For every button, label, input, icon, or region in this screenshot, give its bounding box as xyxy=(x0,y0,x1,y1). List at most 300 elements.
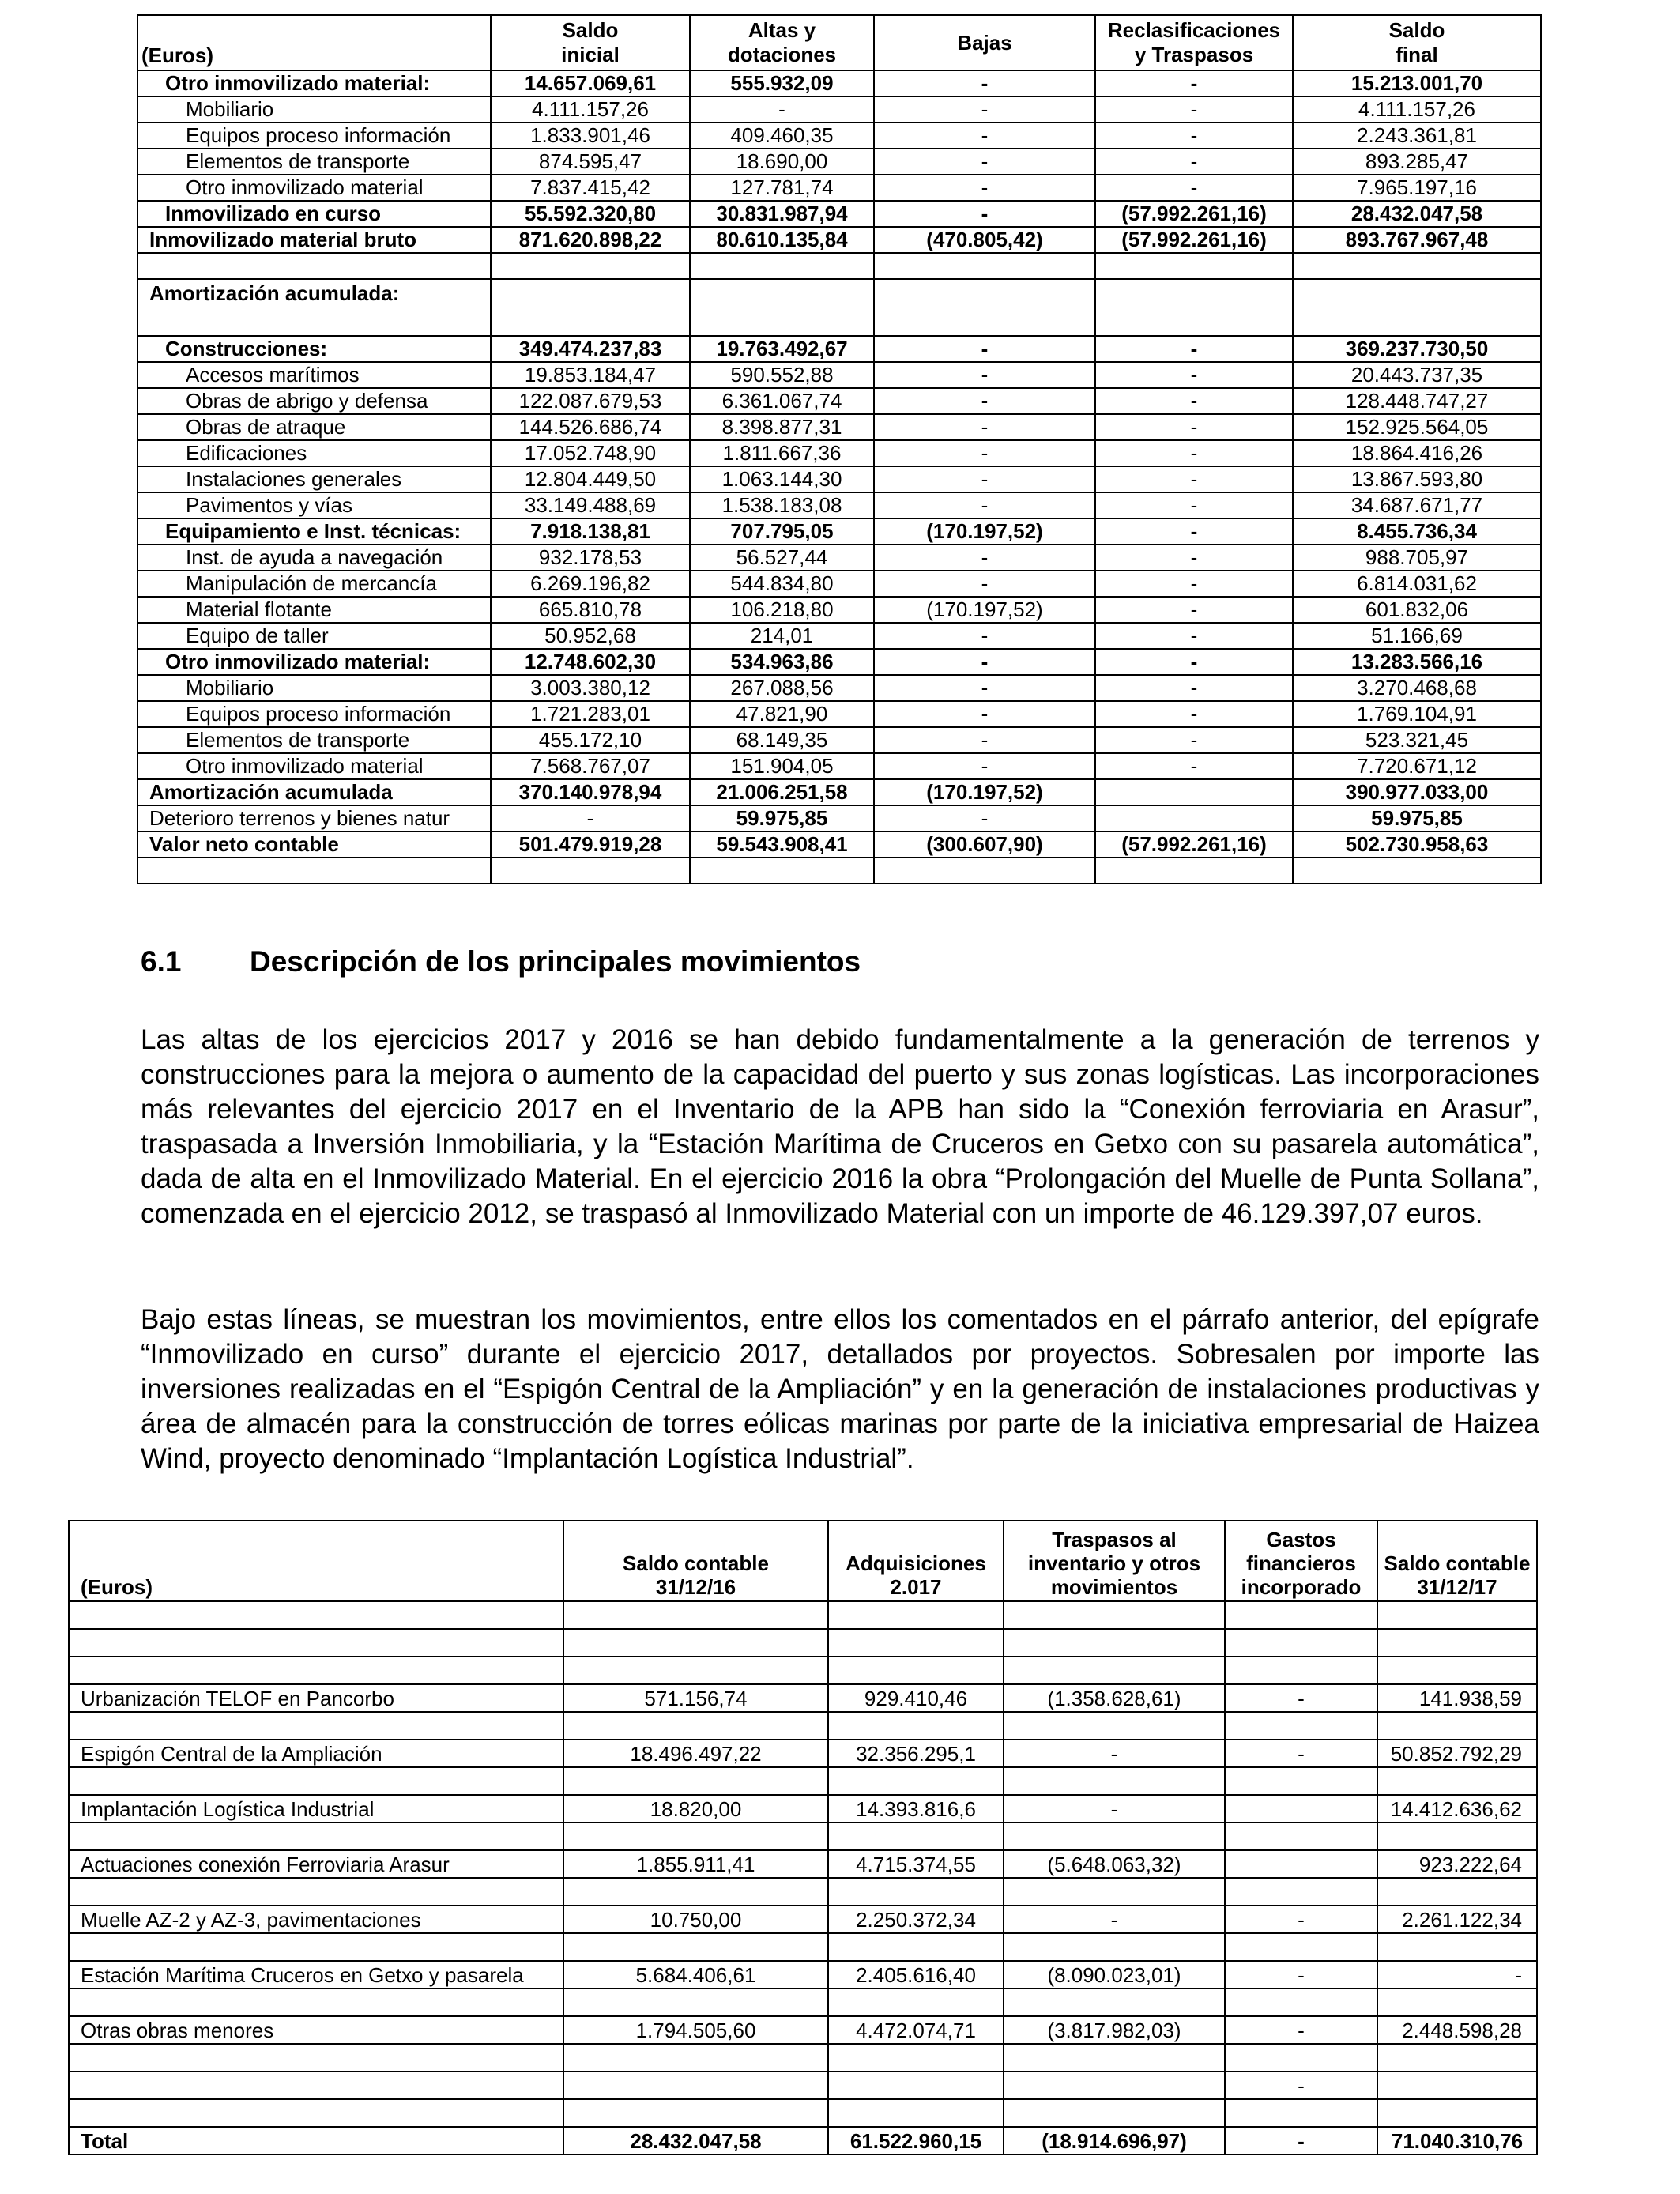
value-cell: 152.925.564,05 xyxy=(1293,414,1541,440)
empty-cell xyxy=(563,1933,828,1961)
empty-cell xyxy=(69,1601,563,1629)
value-cell: - xyxy=(1225,1740,1377,1767)
table2-header-cell: (Euros) xyxy=(69,1521,563,1601)
construction-in-progress-table xyxy=(68,1520,1538,2155)
project-name: Urbanización TELOF en Pancorbo xyxy=(69,1684,563,1712)
empty-cell xyxy=(69,1933,563,1961)
value-cell: - xyxy=(1095,388,1293,414)
empty-cell xyxy=(828,2044,1004,2071)
value-cell: 590.552,88 xyxy=(690,362,874,388)
value-cell: 28.432.047,58 xyxy=(1293,201,1541,227)
row-label: Valor neto contable xyxy=(137,831,491,858)
value-cell: 17.052.748,90 xyxy=(491,440,690,466)
value-cell: - xyxy=(874,336,1095,362)
spacer-cell xyxy=(137,253,491,279)
table2-header-cell: Adquisiciones 2.017 xyxy=(828,1521,1004,1601)
value-cell: - xyxy=(1095,70,1293,96)
empty-cell xyxy=(563,1767,828,1795)
row-label: Edificaciones xyxy=(137,440,491,466)
table1-row xyxy=(137,779,1541,805)
empty-cell xyxy=(1225,1657,1377,1684)
value-cell: - xyxy=(1095,649,1293,675)
project-name: Muelle AZ-2 y AZ-3, pavimentaciones xyxy=(69,1906,563,1933)
value-cell: 59.975,85 xyxy=(1293,805,1541,831)
value-cell: 409.460,35 xyxy=(690,123,874,149)
value-cell: - xyxy=(1004,1795,1225,1823)
value-cell: (170.197,52) xyxy=(874,518,1095,545)
row-label: Equipos proceso información xyxy=(137,123,491,149)
value-cell: 3.270.468,68 xyxy=(1293,675,1541,701)
empty-cell xyxy=(1377,1933,1537,1961)
total-value: 28.432.047,58 xyxy=(563,2127,828,2154)
table1-row xyxy=(137,70,1541,96)
value-cell: 1.794.505,60 xyxy=(563,2016,828,2044)
empty-cell xyxy=(69,1657,563,1684)
value-cell: 30.831.987,94 xyxy=(690,201,874,227)
value-cell: - xyxy=(1095,701,1293,727)
section-number: 6.1 xyxy=(141,945,182,978)
value-cell: - xyxy=(1225,1684,1377,1712)
value-cell: 14.657.069,61 xyxy=(491,70,690,96)
value-cell: 707.795,05 xyxy=(690,518,874,545)
row-label: Material flotante xyxy=(137,597,491,623)
row-label: Mobiliario xyxy=(137,675,491,701)
empty-cell xyxy=(1004,2099,1225,2127)
value-cell: - xyxy=(1095,123,1293,149)
empty-cell xyxy=(1225,1712,1377,1740)
row-label: Otro inmovilizado material: xyxy=(137,70,491,96)
value-cell: 601.832,06 xyxy=(1293,597,1541,623)
value-cell: 544.834,80 xyxy=(690,571,874,597)
value-cell: 80.610.135,84 xyxy=(690,227,874,253)
row-label: Mobiliario xyxy=(137,96,491,123)
row-label: Inmovilizado en curso xyxy=(137,201,491,227)
empty-cell xyxy=(1293,858,1541,884)
value-cell: 127.781,74 xyxy=(690,175,874,201)
value-cell: 4.472.074,71 xyxy=(828,2016,1004,2044)
empty-cell xyxy=(1004,1601,1225,1629)
value-cell: 18.496.497,22 xyxy=(563,1740,828,1767)
table2-header-cell: Traspasos al inventario y otros movimientos xyxy=(1004,1521,1225,1601)
empty-cell xyxy=(828,2071,1004,2099)
empty-cell xyxy=(563,1629,828,1657)
value-cell: 2.261.122,34 xyxy=(1377,1906,1537,1933)
empty-cell xyxy=(1377,1657,1537,1684)
empty-cell xyxy=(1004,1767,1225,1795)
row-label: Manipulación de mercancía xyxy=(137,571,491,597)
table1-row xyxy=(137,175,1541,201)
empty-cell xyxy=(828,1933,1004,1961)
empty-cell xyxy=(1225,2099,1377,2127)
row-label: Elementos de transporte xyxy=(137,727,491,753)
empty-row xyxy=(69,2099,1537,2127)
empty-cell xyxy=(1225,1989,1377,2016)
empty-cell xyxy=(69,1989,563,2016)
empty-cell xyxy=(563,1601,828,1629)
value-cell: 56.527,44 xyxy=(690,545,874,571)
value-cell: 34.687.671,77 xyxy=(1293,492,1541,518)
project-row xyxy=(69,1906,1537,1933)
empty-row xyxy=(69,1823,1537,1850)
table1-row xyxy=(137,96,1541,123)
value-cell: 8.398.877,31 xyxy=(690,414,874,440)
empty-cell xyxy=(1377,2071,1537,2099)
empty-cell xyxy=(1004,1657,1225,1684)
table1-row xyxy=(137,597,1541,623)
value-cell: 8.455.736,34 xyxy=(1293,518,1541,545)
empty-cell xyxy=(1377,1823,1537,1850)
empty-cell xyxy=(828,1712,1004,1740)
total-value: 61.522.960,15 xyxy=(828,2127,1004,2154)
empty-row xyxy=(69,1629,1537,1657)
empty-cell xyxy=(1004,1823,1225,1850)
value-cell: - xyxy=(1095,175,1293,201)
value-cell: 4.111.157,26 xyxy=(1293,96,1541,123)
section-title: Descripción de los principales movimientos xyxy=(250,945,861,978)
value-cell: - xyxy=(1095,336,1293,362)
table2-header-cell: Saldo contable 31/12/16 xyxy=(563,1521,828,1601)
value-cell: 5.684.406,61 xyxy=(563,1961,828,1989)
empty-cell xyxy=(1293,279,1541,336)
table1-row xyxy=(137,727,1541,753)
project-row xyxy=(69,1850,1537,1878)
value-cell: - xyxy=(874,414,1095,440)
value-cell: - xyxy=(874,805,1095,831)
empty-cell xyxy=(1004,1629,1225,1657)
empty-cell xyxy=(1377,1878,1537,1906)
value-cell: (57.992.261,16) xyxy=(1095,227,1293,253)
table1-header-cell: Saldo inicial xyxy=(491,15,690,70)
fixed-assets-table xyxy=(137,14,1542,884)
project-name: Espigón Central de la Ampliación xyxy=(69,1740,563,1767)
value-cell: - xyxy=(1225,2016,1377,2044)
value-cell: 4.715.374,55 xyxy=(828,1850,1004,1878)
row-label: Construcciones: xyxy=(137,336,491,362)
value-cell: (3.817.982,03) xyxy=(1004,2016,1225,2044)
empty-cell xyxy=(1004,1878,1225,1906)
empty-cell xyxy=(1225,1933,1377,1961)
value-cell: 4.111.157,26 xyxy=(491,96,690,123)
empty-cell xyxy=(1225,1767,1377,1795)
value-cell: 50.852.792,29 xyxy=(1377,1740,1537,1767)
value-cell xyxy=(1095,779,1293,805)
table1-header-cell: Saldo final xyxy=(1293,15,1541,70)
value-cell: - xyxy=(874,123,1095,149)
empty-cell xyxy=(828,2099,1004,2127)
total-value: (18.914.696,97) xyxy=(1004,2127,1225,2154)
empty-cell xyxy=(828,1878,1004,1906)
value-cell: 15.213.001,70 xyxy=(1293,70,1541,96)
row-label: Obras de abrigo y defensa xyxy=(137,388,491,414)
empty-cell xyxy=(1095,858,1293,884)
value-cell: 106.218,80 xyxy=(690,597,874,623)
value-cell: 2.448.598,28 xyxy=(1377,2016,1537,2044)
paragraph-1: Las altas de los ejercicios 2017 y 2016 se han debido fundamentalmente a la generación de terrenos y construcciones para la mejora o aumento de la capacidad del puerto y sus zonas logísticas. Las incorporaciones más relevantes del ejercicio 2017 en el Inventario de la APB han sido la “Conexión ferroviaria en Arasur”, traspasada a Inversión Inmobiliaria, y la “Estación Marítima de Cruceros en Getxo con su pasarela automática”, dada de alta en el Inmovilizado Material. En el ejercicio 2016 la obra “Prolongación del Muelle de Punta Sollana”, comenzada en el ejercicio 2012, se traspasó al Inmovilizado Material con un importe de 46.129.397,07 euros. xyxy=(141,1024,1539,1229)
total-row xyxy=(69,2127,1537,2154)
table1-row xyxy=(137,831,1541,858)
empty-cell xyxy=(491,279,690,336)
row-label: Obras de atraque xyxy=(137,414,491,440)
value-cell: - xyxy=(874,649,1095,675)
value-cell: - xyxy=(1095,492,1293,518)
spacer-row xyxy=(137,253,1541,279)
total-value: 71.040.310,76 xyxy=(1377,2127,1537,2154)
value-cell: 534.963,86 xyxy=(690,649,874,675)
value-cell: 349.474.237,83 xyxy=(491,336,690,362)
value-cell: 21.006.251,58 xyxy=(690,779,874,805)
value-cell: 1.855.911,41 xyxy=(563,1850,828,1878)
value-cell: 122.087.679,53 xyxy=(491,388,690,414)
empty-cell xyxy=(1225,1823,1377,1850)
spacer-cell xyxy=(1293,253,1541,279)
value-cell: 18.864.416,26 xyxy=(1293,440,1541,466)
value-cell: - xyxy=(874,492,1095,518)
value-cell: 6.814.031,62 xyxy=(1293,571,1541,597)
table1-row xyxy=(137,805,1541,831)
value-cell: 20.443.737,35 xyxy=(1293,362,1541,388)
empty-cell xyxy=(874,279,1095,336)
table1-header-cell: Bajas xyxy=(874,15,1095,70)
total-label: Total xyxy=(69,2127,563,2154)
empty-cell xyxy=(1377,2044,1537,2071)
empty-cell xyxy=(137,858,491,884)
value-cell: - xyxy=(874,388,1095,414)
value-cell: 893.285,47 xyxy=(1293,149,1541,175)
value-cell: - xyxy=(1095,96,1293,123)
empty-cell xyxy=(1377,1767,1537,1795)
value-cell: 929.410,46 xyxy=(828,1684,1004,1712)
value-cell: - xyxy=(1004,1906,1225,1933)
empty-cell xyxy=(69,1823,563,1850)
value-cell: - xyxy=(1225,1906,1377,1933)
value-cell: - xyxy=(874,571,1095,597)
value-cell: 369.237.730,50 xyxy=(1293,336,1541,362)
value-cell: 214,01 xyxy=(690,623,874,649)
value-cell: (57.992.261,16) xyxy=(1095,201,1293,227)
value-cell: 18.690,00 xyxy=(690,149,874,175)
empty-cell xyxy=(828,1657,1004,1684)
amortization-heading: Amortización acumulada: xyxy=(137,279,491,336)
value-cell: 12.748.602,30 xyxy=(491,649,690,675)
empty-row xyxy=(69,2071,1537,2099)
value-cell: 59.543.908,41 xyxy=(690,831,874,858)
value-cell: 59.975,85 xyxy=(690,805,874,831)
spacer-cell xyxy=(491,253,690,279)
section-heading xyxy=(141,945,861,978)
row-label: Deterioro terrenos y bienes natur xyxy=(137,805,491,831)
empty-cell xyxy=(69,2071,563,2099)
empty-cell xyxy=(563,1657,828,1684)
value-cell: 13.283.566,16 xyxy=(1293,649,1541,675)
value-cell: 6.269.196,82 xyxy=(491,571,690,597)
table1-row xyxy=(137,388,1541,414)
table1-row xyxy=(137,753,1541,779)
table1-row xyxy=(137,623,1541,649)
empty-cell xyxy=(69,1629,563,1657)
value-cell: - xyxy=(1095,727,1293,753)
value-cell: (5.648.063,32) xyxy=(1004,1850,1225,1878)
value-cell: 665.810,78 xyxy=(491,597,690,623)
empty-row xyxy=(69,1767,1537,1795)
table1-row xyxy=(137,123,1541,149)
value-cell: - xyxy=(1095,571,1293,597)
value-cell: (300.607,90) xyxy=(874,831,1095,858)
empty-cell xyxy=(828,1767,1004,1795)
value-cell: 502.730.958,63 xyxy=(1293,831,1541,858)
value-cell: 32.356.295,1 xyxy=(828,1740,1004,1767)
empty-cell xyxy=(690,279,874,336)
value-cell: 523.321,45 xyxy=(1293,727,1541,753)
value-cell: 1.538.183,08 xyxy=(690,492,874,518)
table2-header-cell: Gastos financieros incorporado xyxy=(1225,1521,1377,1601)
value-cell: - xyxy=(874,675,1095,701)
value-cell: - xyxy=(874,201,1095,227)
value-cell: - xyxy=(1095,675,1293,701)
value-cell: 14.393.816,6 xyxy=(828,1795,1004,1823)
row-label: Inmovilizado material bruto xyxy=(137,227,491,253)
table1-row xyxy=(137,336,1541,362)
value-cell: 3.003.380,12 xyxy=(491,675,690,701)
value-cell: 144.526.686,74 xyxy=(491,414,690,440)
project-row xyxy=(69,1795,1537,1823)
table1-row xyxy=(137,545,1541,571)
value-cell: (470.805,42) xyxy=(874,227,1095,253)
project-name: Otras obras menores xyxy=(69,2016,563,2044)
value-cell: 871.620.898,22 xyxy=(491,227,690,253)
project-name: Estación Marítima Cruceros en Getxo y pasarela xyxy=(69,1961,563,1989)
project-row xyxy=(69,1684,1537,1712)
value-cell: - xyxy=(874,545,1095,571)
empty-cell xyxy=(690,858,874,884)
total-value: - xyxy=(1225,2127,1377,2154)
value-cell: 141.938,59 xyxy=(1377,1684,1537,1712)
spacer-cell xyxy=(874,253,1095,279)
value-cell: 7.965.197,16 xyxy=(1293,175,1541,201)
value-cell: (170.197,52) xyxy=(874,779,1095,805)
empty-row xyxy=(69,1989,1537,2016)
spacer-cell xyxy=(1095,253,1293,279)
empty-cell xyxy=(828,1629,1004,1657)
table1-row xyxy=(137,492,1541,518)
value-cell: 151.904,05 xyxy=(690,753,874,779)
value-cell: 571.156,74 xyxy=(563,1684,828,1712)
value-cell: 68.149,35 xyxy=(690,727,874,753)
value-cell: 923.222,64 xyxy=(1377,1850,1537,1878)
empty-row xyxy=(69,1712,1537,1740)
empty-cell xyxy=(1225,2044,1377,2071)
project-name: Implantación Logística Industrial xyxy=(69,1795,563,1823)
empty-cell xyxy=(828,1823,1004,1850)
empty-cell xyxy=(1377,2099,1537,2127)
value-cell: 18.820,00 xyxy=(563,1795,828,1823)
row-label: Otro inmovilizado material xyxy=(137,753,491,779)
table1-row xyxy=(137,201,1541,227)
value-cell: - xyxy=(1095,623,1293,649)
empty-cell xyxy=(1225,1629,1377,1657)
value-cell: 1.721.283,01 xyxy=(491,701,690,727)
value-cell: - xyxy=(1377,1961,1537,1989)
value-cell: - xyxy=(874,70,1095,96)
value-cell: 988.705,97 xyxy=(1293,545,1541,571)
empty-cell xyxy=(1004,2071,1225,2099)
table1-row xyxy=(137,362,1541,388)
table1-row xyxy=(137,701,1541,727)
value-cell: - xyxy=(491,805,690,831)
value-cell: 2.250.372,34 xyxy=(828,1906,1004,1933)
table1-row xyxy=(137,466,1541,492)
value-cell: 128.448.747,27 xyxy=(1293,388,1541,414)
value-cell: - xyxy=(1095,753,1293,779)
table1-row xyxy=(137,440,1541,466)
value-cell: 51.166,69 xyxy=(1293,623,1541,649)
project-row xyxy=(69,1740,1537,1767)
project-row xyxy=(69,2016,1537,2044)
value-cell: - xyxy=(1225,1961,1377,1989)
value-cell: - xyxy=(874,727,1095,753)
empty-cell xyxy=(563,1989,828,2016)
table1-header-cell: (Euros) xyxy=(137,15,491,70)
project-row xyxy=(69,1961,1537,1989)
value-cell: - xyxy=(1095,149,1293,175)
value-cell: 2.243.361,81 xyxy=(1293,123,1541,149)
empty-cell xyxy=(1004,1989,1225,2016)
value-cell: 13.867.593,80 xyxy=(1293,466,1541,492)
empty-cell: - xyxy=(1225,2071,1377,2099)
row-label: Pavimentos y vías xyxy=(137,492,491,518)
value-cell: 33.149.488,69 xyxy=(491,492,690,518)
row-label: Accesos marítimos xyxy=(137,362,491,388)
value-cell: - xyxy=(874,362,1095,388)
value-cell: (1.358.628,61) xyxy=(1004,1684,1225,1712)
table1-row xyxy=(137,149,1541,175)
empty-cell xyxy=(1377,1989,1537,2016)
value-cell: 7.720.671,12 xyxy=(1293,753,1541,779)
empty-cell xyxy=(563,1823,828,1850)
value-cell xyxy=(1225,1850,1377,1878)
value-cell: 50.952,68 xyxy=(491,623,690,649)
value-cell xyxy=(1225,1795,1377,1823)
empty-cell xyxy=(828,1989,1004,2016)
empty-cell xyxy=(828,1601,1004,1629)
value-cell: - xyxy=(874,96,1095,123)
value-cell: - xyxy=(874,701,1095,727)
empty-cell xyxy=(1004,1712,1225,1740)
table1-row xyxy=(137,571,1541,597)
empty-cell xyxy=(69,1712,563,1740)
empty-cell xyxy=(563,1878,828,1906)
value-cell: 893.767.967,48 xyxy=(1293,227,1541,253)
project-name: Actuaciones conexión Ferroviaria Arasur xyxy=(69,1850,563,1878)
value-cell: 370.140.978,94 xyxy=(491,779,690,805)
table2-header-row xyxy=(69,1521,1537,1601)
empty-cell xyxy=(69,1767,563,1795)
value-cell: 1.811.667,36 xyxy=(690,440,874,466)
value-cell: - xyxy=(874,623,1095,649)
empty-cell xyxy=(1225,1878,1377,1906)
value-cell: 10.750,00 xyxy=(563,1906,828,1933)
row-label: Inst. de ayuda a navegación xyxy=(137,545,491,571)
value-cell: 2.405.616,40 xyxy=(828,1961,1004,1989)
table1-row xyxy=(137,414,1541,440)
row-label: Instalaciones generales xyxy=(137,466,491,492)
paragraph-2: Bajo estas líneas, se muestran los movimientos, entre ellos los comentados en el párrafo anterior, del epígrafe “Inmovilizado en curso” durante el ejercicio 2017, detallados por proyectos. Sobresalen por importe las inversiones realizadas en el “Espigón Central de la Ampliación” y en la generación de instalaciones productivas y área de almacén para la construcción de torres eólicas marinas por parte de la iniciativa empresarial de Haizea Wind, proyecto denominado “Implantación Logística Industrial”. xyxy=(141,1304,1539,1474)
empty-row xyxy=(69,1657,1537,1684)
value-cell: - xyxy=(1095,466,1293,492)
row-label: Elementos de transporte xyxy=(137,149,491,175)
value-cell: 19.853.184,47 xyxy=(491,362,690,388)
row-label: Equipos proceso información xyxy=(137,701,491,727)
empty-cell xyxy=(1004,2044,1225,2071)
